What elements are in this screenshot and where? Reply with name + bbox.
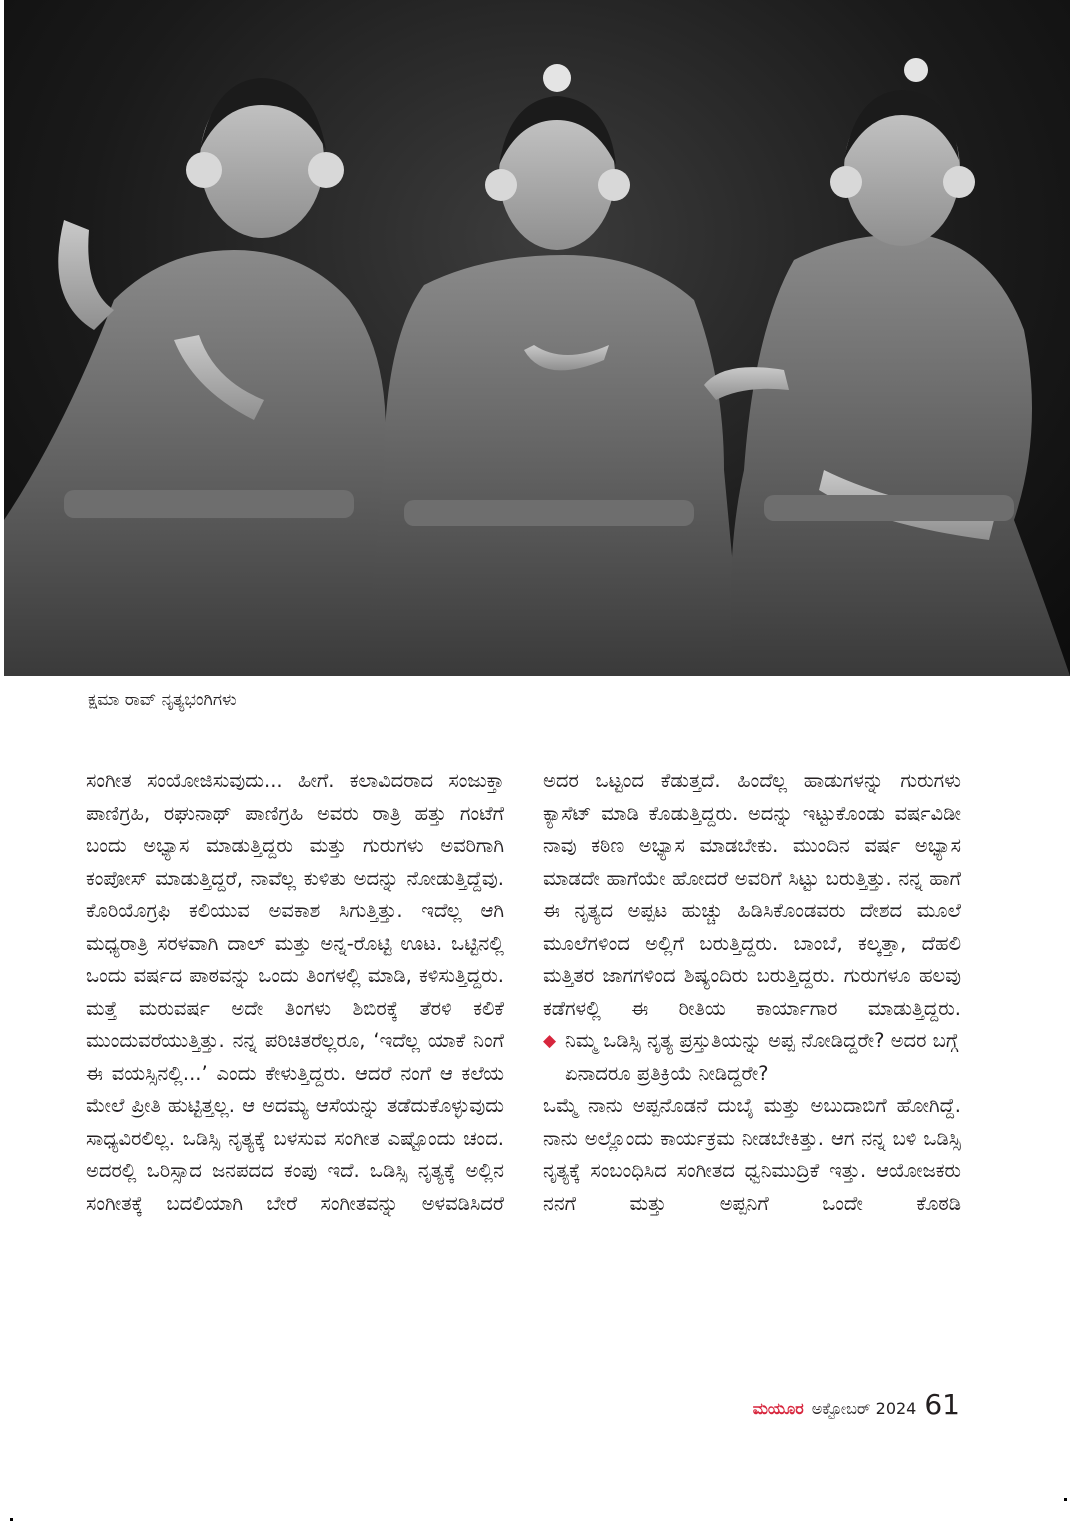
diamond-bullet-icon: ◆	[543, 1031, 557, 1051]
photo-caption: ಕ್ಷಮಾ ರಾವ್ ನೃತ್ಯಭಂಗಿಗಳು	[88, 690, 237, 710]
magazine-name: ಮಯೂರ	[752, 1399, 804, 1418]
crop-mark	[10, 1518, 13, 1521]
dancer-left	[4, 78, 424, 676]
interview-question	[543, 1025, 961, 1090]
article-paragraph: ಸಂಗೀತ ಸಂಯೋಜಿಸುವುದು... ಹೀಗೆ. ಕಲಾವಿದರಾದ ಸಂಜುಕ್ತಾ ಪಾಣಿಗ್ರಹಿ, ರಘುನಾಥ್ ಪಾಣಿಗ್ರಹಿ ಅವರು ರಾತ್ರಿ ಹತ್ತು ಗಂಟೆಗೆ ಬಂದು ಅಭ್ಯಾಸ ಮಾಡುತ್ತಿದ್ದರು ಮತ್ತು ಗುರುಗಳು ಅವರಿಗಾಗಿ ಕಂಪೋಸ್ ಮಾಡುತ್ತಿದ್ದರೆ, ನಾವೆಲ್ಲ ಕುಳಿತು ಅದನ್ನು ನೋಡುತ್ತಿದ್ದೆವು. ಕೊರಿಯೊಗ್ರಫಿ ಕಲಿಯುವ ಅವಕಾಶ ಸಿಗುತ್ತಿತ್ತು. ಇದೆಲ್ಲ ಆಗಿ ಮಧ್ಯರಾತ್ರಿ ಸರಳವಾಗಿ ದಾಲ್ ಮತ್ತು ಅನ್ನ-ರೊಟ್ಟಿ ಊಟ. ಒಟ್ಟಿನಲ್ಲಿ ಒಂದು ವರ್ಷದ ಪಾಠವನ್ನು ಒಂದು ತಿಂಗಳಲ್ಲಿ ಮಾಡಿ, ಕಳಿಸುತ್ತಿದ್ದರು. ಮತ್ತೆ ಮರುವರ್ಷ ಅದೇ ತಿಂಗಳು ಶಿಬಿರಕ್ಕೆ ತೆರಳಿ ಕಲಿಕೆ ಮುಂದುವರೆಯುತ್ತಿತ್ತು. ನನ್ನ ಪರಿಚಿತರೆಲ್ಲರೂ, ‘ಇದೆಲ್ಲ ಯಾಕೆ ನಿಂಗೆ ಈ ವಯಸ್ಸಿನಲ್ಲಿ...’ ಎಂದು ಕೇಳುತ್ತಿದ್ದರು. ಆದರೆ ನಂಗೆ ಆ ಕಲೆಯ ಮೇಲೆ ಪ್ರೀತಿ ಹುಟ್ಟಿತ್ತಲ್ಲ. ಆ ಅದಮ್ಯ ಆಸೆಯನ್ನು ತಡೆದುಕೊಳ್ಳುವುದು ಸಾಧ್ಯವಿರಲಿಲ್ಲ. ಒಡಿಸ್ಸಿ ನೃತ್ಯಕ್ಕೆ ಬಳಸುವ ಸಂಗೀತ ಎಷ್ಟೊಂದು ಚಂದ. ಅದರಲ್ಲಿ ಒರಿಸ್ಸಾದ ಜನಪದದ ಕಂಪು ಇದೆ. ಒಡಿಸ್ಸಿ ನೃತ್ಯಕ್ಕೆ ಅಲ್ಲಿನ ಸಂಗೀತಕ್ಕೆ ಬದಲಿಯಾಗಿ ಬೇರೆ ಸಂಗೀತವನ್ನು ಅಳವಡಿಸಿದರೆ	[86, 769, 504, 1215]
question-text: ನಿಮ್ಮ ಒಡಿಸ್ಸಿ ನೃತ್ಯ ಪ್ರಸ್ತುತಿಯನ್ನು ಅಪ್ಪ ನೋಡಿದ್ದರೇ? ಅದರ ಬಗ್ಗೆ ಏನಾದರೂ ಪ್ರತಿಕ್ರಿಯೆ ನೀಡಿದ್ದರೇ?	[565, 1029, 959, 1085]
issue-date: ಅಕ್ಟೋಬರ್ 2024	[811, 1399, 917, 1418]
crop-mark	[1064, 1498, 1067, 1501]
article-paragraph: ಒಮ್ಮೆ ನಾನು ಅಪ್ಪನೊಡನೆ ದುಬೈ ಮತ್ತು ಅಬುದಾಬಿಗೆ ಹೋಗಿದ್ದೆ. ನಾನು ಅಲ್ಲೊಂದು ಕಾರ್ಯಕ್ರಮ ನೀಡಬೇಕಿತ್ತು. ಆಗ ನನ್ನ ಬಳಿ ಒಡಿಸ್ಸಿ ನೃತ್ಯಕ್ಕೆ ಸಂಬಂಧಿಸಿದ ಸಂಗೀತದ ಧ್ವನಿಮುದ್ರಿಕೆ ಇತ್ತು. ಆಯೋಜಕರು ನನಗೆ ಮತ್ತು ಅಪ್ಪನಿಗೆ ಒಂದೇ ಕೊಠಡಿ	[543, 1094, 961, 1215]
dancers-photo-illustration	[4, 0, 1070, 676]
article-column-right	[543, 765, 961, 1220]
page-footer	[753, 1388, 960, 1421]
dancers-photo	[4, 0, 1070, 676]
article-paragraph: ಅದರ ಒಟ್ಟಂದ ಕೆಡುತ್ತದೆ. ಹಿಂದೆಲ್ಲ ಹಾಡುಗಳನ್ನು ಗುರುಗಳು ಕ್ಯಾಸೆಟ್ ಮಾಡಿ ಕೊಡುತ್ತಿದ್ದರು. ಅದನ್ನು ಇಟ್ಟುಕೊಂಡು ವರ್ಷವಿಡೀ ನಾವು ಕಠಿಣ ಅಭ್ಯಾಸ ಮಾಡಬೇಕು. ಮುಂದಿನ ವರ್ಷ ಅಭ್ಯಾಸ ಮಾಡದೇ ಹಾಗೆಯೇ ಹೋದರೆ ಅವರಿಗೆ ಸಿಟ್ಟು ಬರುತ್ತಿತ್ತು. ನನ್ನ ಹಾಗೆ ಈ ನೃತ್ಯದ ಅಪ್ಪಟ ಹುಚ್ಚು ಹಿಡಿಸಿಕೊಂಡವರು ದೇಶದ ಮೂಲೆ ಮೂಲೆಗಳಿಂದ ಅಲ್ಲಿಗೆ ಬರುತ್ತಿದ್ದರು. ಬಾಂಬೆ, ಕಲ್ಕತ್ತಾ, ದೆಹಲಿ ಮತ್ತಿತರ ಜಾಗಗಳಿಂದ ಶಿಷ್ಯಂದಿರು ಬರುತ್ತಿದ್ದರು. ಗುರುಗಳೂ ಹಲವು ಕಡೆಗಳಲ್ಲಿ ಈ ರೀತಿಯ ಕಾರ್ಯಾಗಾರ ಮಾಡುತ್ತಿದ್ದರು.	[543, 769, 961, 1020]
dancer-middle	[364, 64, 744, 676]
page-number: 61	[924, 1388, 960, 1421]
dancer-right	[704, 58, 1070, 676]
article-column-left	[86, 765, 504, 1220]
